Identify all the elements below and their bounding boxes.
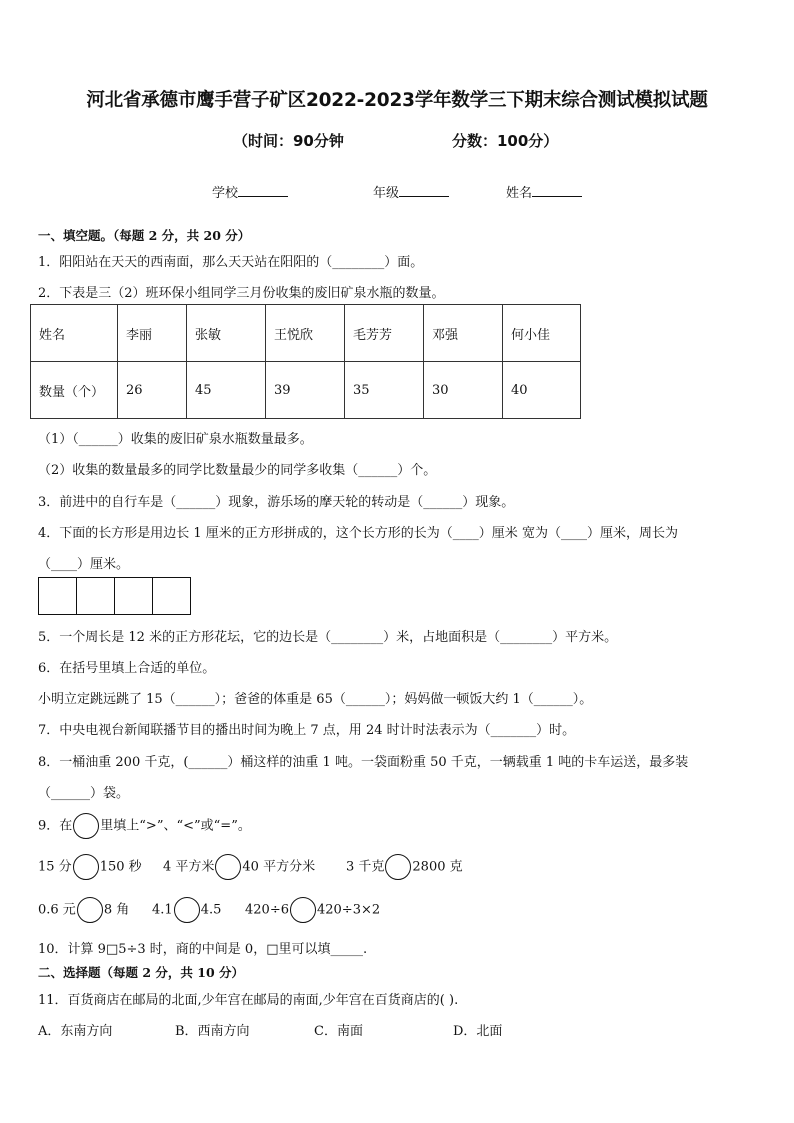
rectangle-grid	[38, 577, 191, 615]
compare-left: 420÷6	[245, 902, 289, 918]
question-4-line-1: 4．下面的长方形是用边长 1 厘米的正方形拼成的，这个长方形的长为（____）厘米 宽为（____）厘米，周长为	[38, 526, 678, 541]
exam-time: （时间：90分钟	[233, 132, 344, 150]
compare-item	[163, 854, 315, 880]
compare-left: 4.1	[152, 902, 173, 918]
question-9	[38, 813, 251, 839]
question-9-suffix: 里填上“>”、“<”或“=”。	[100, 818, 251, 834]
table-cell: 30	[424, 362, 503, 419]
table-cell: 张敏	[187, 305, 266, 362]
question-3: 3．前进中的自行车是（______）现象，游乐场的摩天轮的转动是（______）现象。	[38, 495, 515, 510]
question-8-line-1: 8．一桶油重 200 千克，(______）桶这样的油重 1 吨。一袋面粉重 50 千克，一辆载重 1 吨的卡车运送，最多装	[38, 755, 689, 770]
grade-field	[373, 182, 449, 201]
name-field	[506, 182, 582, 201]
compare-left: 15 分	[38, 859, 72, 875]
question-11: 11．百货商店在邮局的北面,少年宫在邮局的南面,少年宫在百货商店的( ).	[38, 993, 459, 1008]
compare-item	[346, 854, 463, 880]
table-row	[31, 362, 581, 419]
exam-score: 分数：100分）	[452, 132, 559, 150]
school-label: 学校	[212, 186, 239, 201]
question-1: 1．阳阳站在天天的西南面，那么天天站在阳阳的（________）面。	[38, 255, 424, 270]
question-9-prefix: 9．在	[38, 818, 73, 834]
circle-icon	[73, 813, 99, 839]
compare-item	[38, 854, 142, 880]
table-cell: 姓名	[31, 305, 118, 362]
bottle-table	[30, 304, 581, 419]
school-blank	[238, 184, 288, 197]
circle-icon	[73, 854, 99, 880]
question-2-part-2: （2）收集的数量最多的同学比数量最少的同学多收集（______）个。	[38, 463, 437, 478]
table-row	[31, 305, 581, 362]
question-4-line-2: （____）厘米。	[38, 557, 130, 572]
table-cell: 邓强	[424, 305, 503, 362]
compare-left: 0.6 元	[38, 902, 76, 918]
unit-square	[76, 577, 115, 615]
table-cell: 王悦欣	[266, 305, 345, 362]
circle-icon	[174, 897, 200, 923]
grade-label: 年级	[373, 186, 400, 201]
compare-right: 420÷3×2	[316, 902, 381, 918]
section1-heading: 一、填空题。（每题 2 分，共 20 分）	[38, 228, 251, 243]
compare-right: 2800 克	[412, 859, 463, 875]
table-cell: 45	[187, 362, 266, 419]
name-label: 姓名	[506, 186, 533, 201]
unit-square	[38, 577, 77, 615]
page-title: 河北省承德市鹰手营子矿区2022-2023学年数学三下期末综合测试模拟试题	[86, 90, 708, 111]
question-7: 7．中央电视台新闻联播节目的播出时间为晚上 7 点，用 24 时计时法表示为（_______）时。	[38, 723, 576, 738]
section2-heading: 二、选择题（每题 2 分，共 10 分）	[38, 965, 245, 980]
name-blank	[532, 184, 582, 197]
table-cell: 40	[503, 362, 581, 419]
option-a: A．东南方向	[38, 1024, 113, 1039]
question-6: 6．在括号里填上合适的单位。	[38, 661, 216, 676]
question-8-line-2: （______）袋。	[38, 786, 130, 801]
option-d: D．北面	[453, 1024, 503, 1039]
compare-item	[245, 897, 380, 923]
question-6-line: 小明立定跳远跳了 15（______）；爸爸的体重是 65（______）；妈妈做一顿饭大约 1（______）。	[38, 692, 593, 707]
compare-left: 4 平方米	[163, 859, 215, 875]
option-c: C．南面	[314, 1024, 363, 1039]
circle-icon	[77, 897, 103, 923]
compare-right: 40 平方分米	[242, 859, 316, 875]
compare-right: 150 秒	[99, 859, 142, 875]
compare-right: 8 角	[103, 902, 130, 918]
question-2: 2．下表是三（2）班环保小组同学三月份收集的废旧矿泉水瓶的数量。	[38, 286, 445, 301]
table-cell: 何小佳	[503, 305, 581, 362]
circle-icon	[290, 897, 316, 923]
unit-square	[114, 577, 153, 615]
question-10: 10．计算 9□5÷3 时，商的中间是 0，□里可以填_____.	[38, 942, 368, 957]
unit-square	[152, 577, 191, 615]
compare-left: 3 千克	[346, 859, 385, 875]
table-cell: 李丽	[118, 305, 187, 362]
circle-icon	[385, 854, 411, 880]
grade-blank	[399, 184, 449, 197]
compare-right: 4.5	[200, 902, 222, 918]
question-5: 5．一个周长是 12 米的正方形花坛，它的边长是（________）米，占地面积是（________）平方米。	[38, 630, 618, 645]
compare-item	[152, 897, 221, 923]
circle-icon	[215, 854, 241, 880]
school-field	[212, 182, 288, 201]
question-2-part-1: （1）（______）收集的废旧矿泉水瓶数量最多。	[38, 432, 313, 447]
option-b: B．西南方向	[175, 1024, 250, 1039]
table-cell: 数量（个）	[31, 362, 118, 419]
table-cell: 39	[266, 362, 345, 419]
table-cell: 毛芳芳	[345, 305, 424, 362]
table-cell: 26	[118, 362, 187, 419]
compare-item	[38, 897, 129, 923]
table-cell: 35	[345, 362, 424, 419]
